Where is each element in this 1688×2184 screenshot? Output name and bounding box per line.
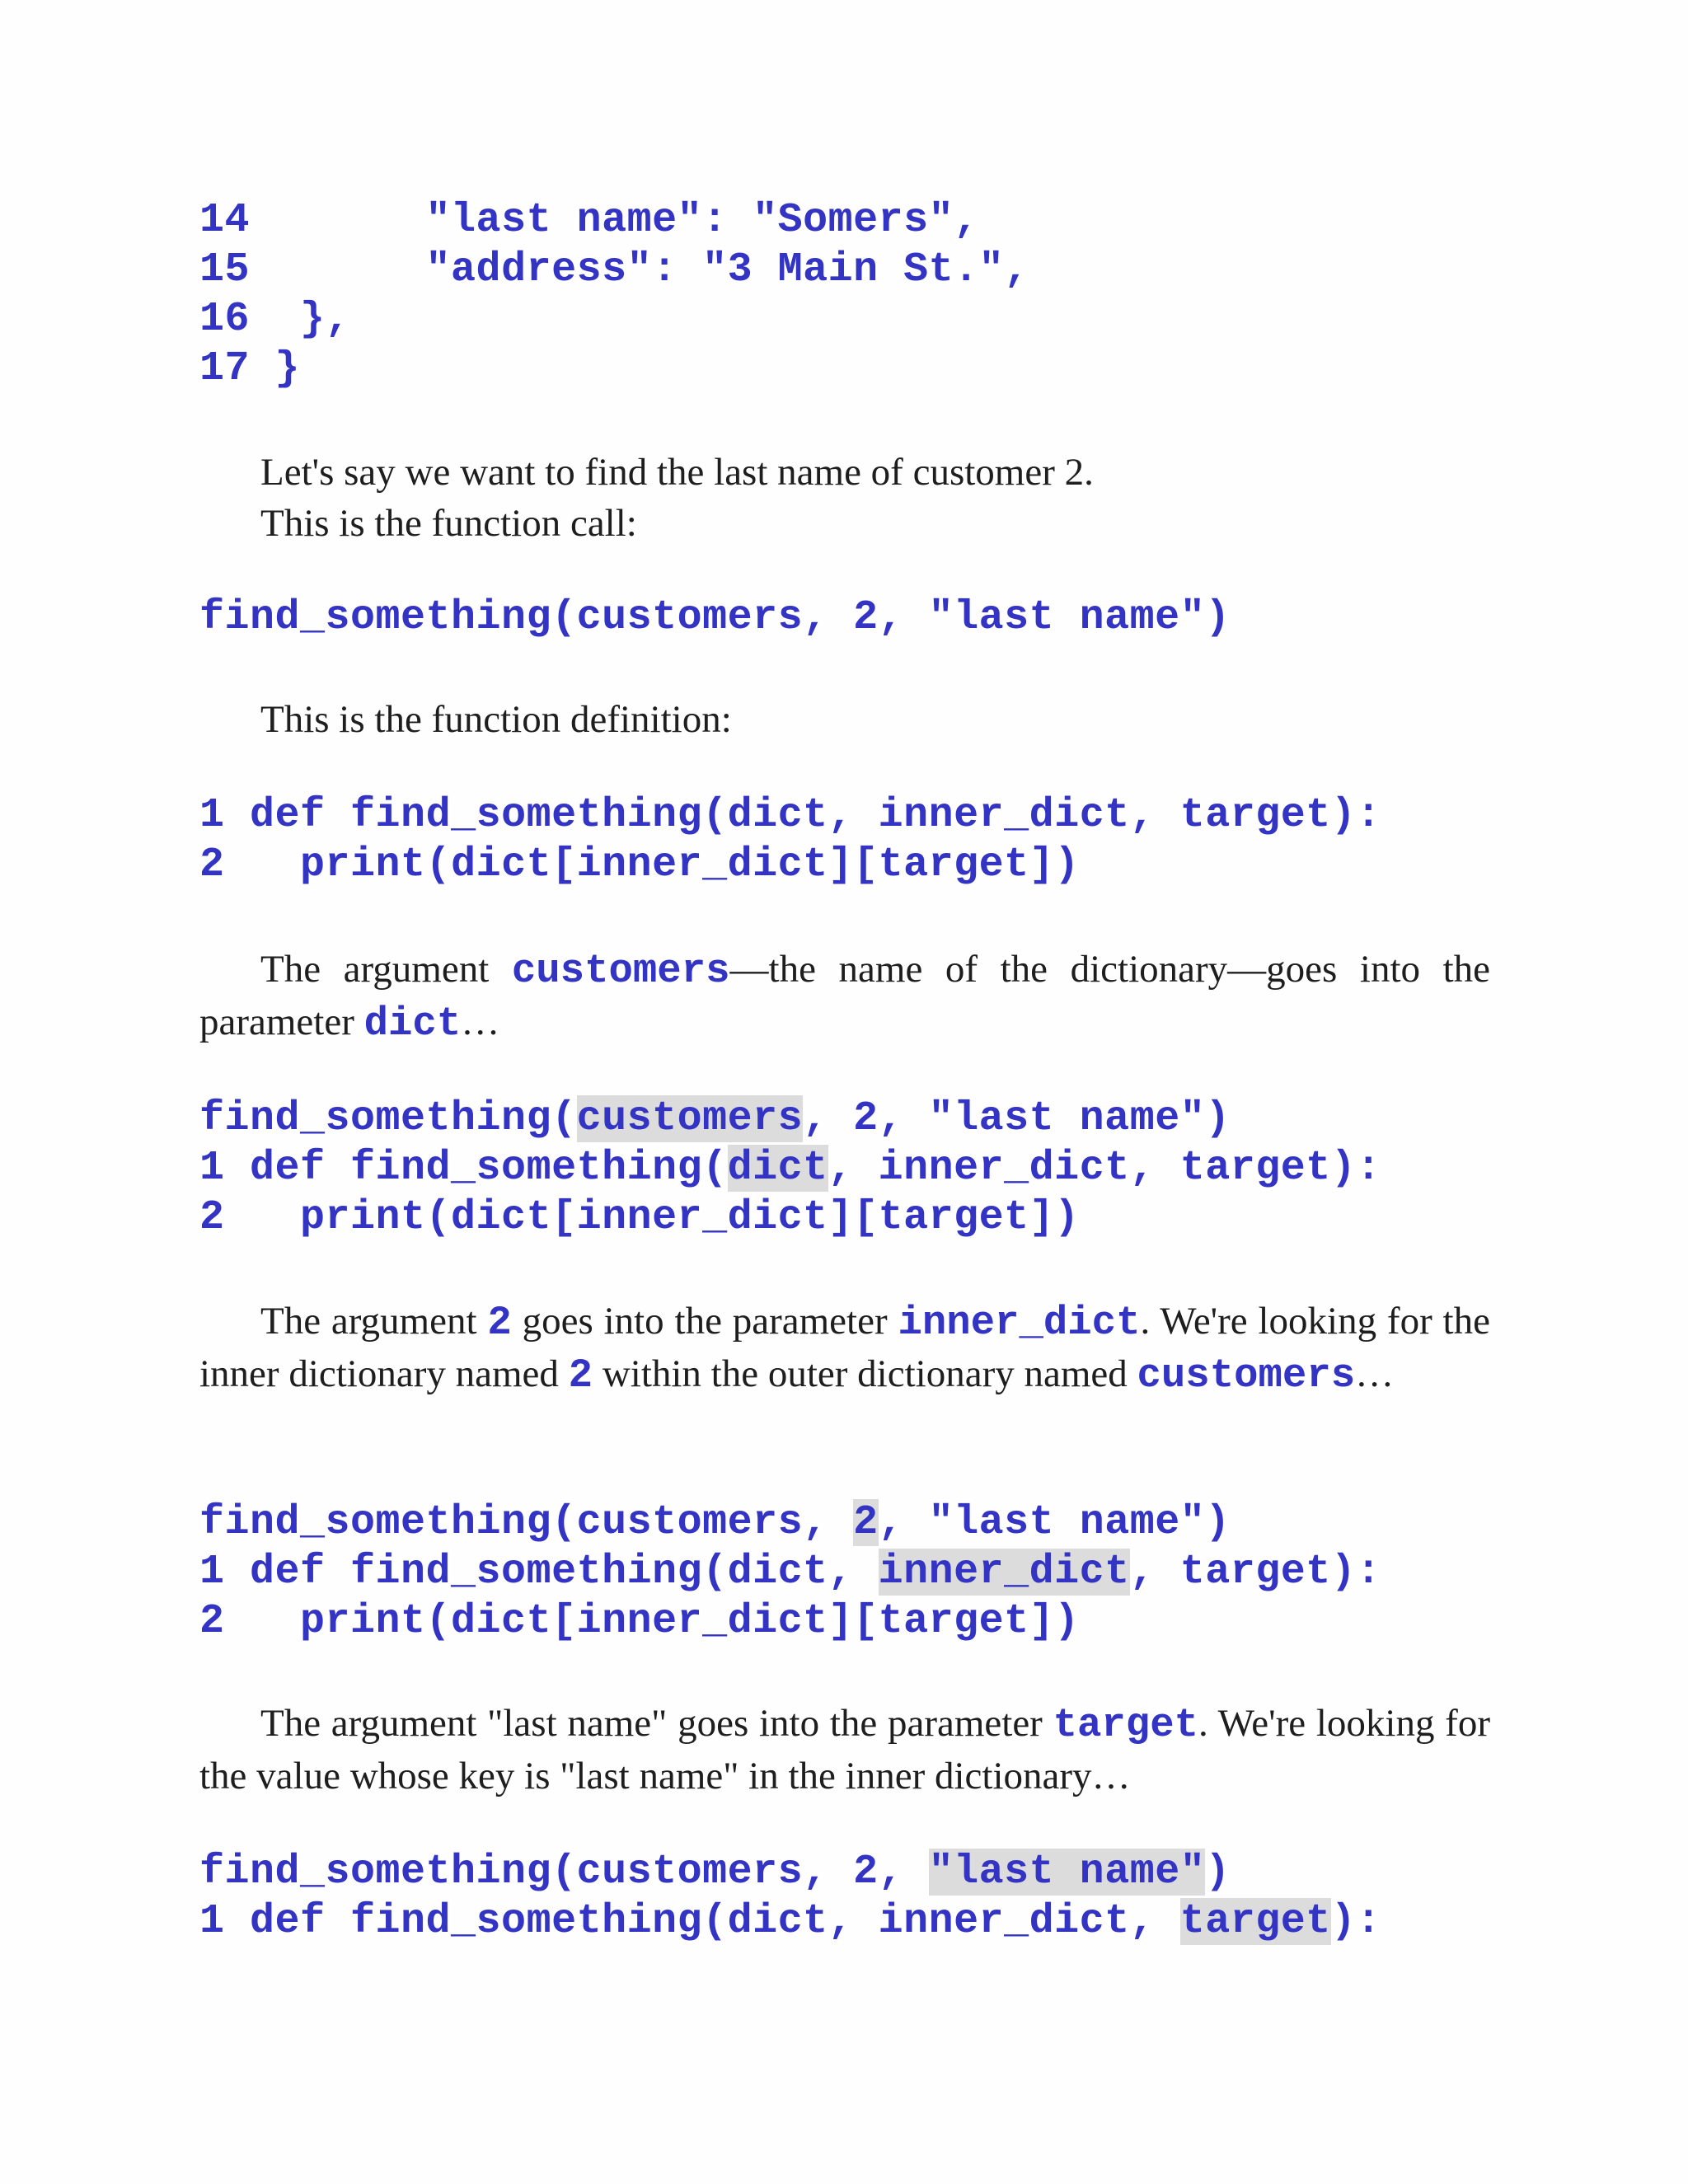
highlighted-parameter: inner_dict: [878, 1549, 1130, 1596]
code-text: ): [1205, 1849, 1231, 1896]
code-line-16: [199, 295, 1029, 344]
paragraph-text: within the outer dictionary named: [593, 1352, 1137, 1395]
inline-code: customers: [1137, 1352, 1356, 1399]
code-text: find_something(customers, 2,: [199, 1849, 929, 1896]
line-number: 2: [199, 841, 225, 888]
paragraph-text: goes into the parameter: [511, 1300, 898, 1343]
code-text: print(dict[inner_dict][target]): [250, 841, 1080, 888]
code-line-print: 2 print(dict[inner_dict][target]): [199, 1598, 1080, 1645]
code-text: , target):: [1129, 1549, 1381, 1596]
paragraph-text: This is the function call:: [260, 502, 637, 545]
line-number: 16: [199, 296, 251, 343]
inline-code: customers: [511, 948, 730, 994]
highlighted-argument: 2: [853, 1499, 879, 1546]
inline-code: inner_dict: [898, 1300, 1141, 1346]
code-text: , 2, "last name"): [803, 1095, 1231, 1142]
highlighted-argument: customers: [576, 1095, 804, 1142]
code-line-15: [199, 246, 1029, 295]
inline-code: target: [1053, 1702, 1199, 1748]
inline-code: dict: [363, 1001, 462, 1047]
line-number: 15: [199, 246, 251, 293]
paragraph-text: …: [1355, 1352, 1395, 1395]
highlighted-parameter: target: [1179, 1898, 1331, 1945]
paragraph-customers-arg: [199, 944, 1490, 1049]
paragraph-text: The argument "last name" goes into the parameter: [260, 1702, 1053, 1745]
highlighted-parameter: dict: [727, 1145, 828, 1192]
code-line-def: [199, 1897, 1381, 1947]
code-text: 1 def find_something(dict,: [199, 1549, 879, 1596]
inline-code: 2: [487, 1300, 512, 1346]
paragraph-definition-intro: [199, 694, 1490, 745]
paragraph-line: [199, 498, 1490, 549]
code-text: "address": "3 Main St.",: [250, 246, 1029, 293]
line-number: 14: [199, 197, 251, 244]
function-definition-code: [199, 791, 1381, 890]
code-line-call: [199, 1848, 1381, 1897]
paragraph-text: —the name of the dictionary—goes into the parameter: [199, 948, 1490, 1043]
code-line-1: [199, 791, 1381, 841]
paragraph-inner-dict-arg: [199, 1296, 1490, 1401]
inline-code: 2: [568, 1352, 593, 1399]
code-text: },: [250, 296, 351, 343]
code-text: "last name": "Somers",: [250, 197, 979, 244]
code-line-print: 2 print(dict[inner_dict][target]): [199, 1194, 1080, 1241]
paragraph-text: …: [461, 1001, 500, 1043]
function-call-code: find_something(customers, 2, "last name"): [199, 594, 1231, 641]
paragraph-text: The argument: [260, 948, 512, 991]
code-text: 1 def find_something(: [199, 1145, 728, 1192]
code-text: find_something(: [199, 1095, 577, 1142]
code-line-14: [199, 196, 1029, 246]
paragraph-intro: [199, 447, 1490, 549]
code-line-call: [199, 1498, 1381, 1548]
paragraph-text: . We're looking for the value whose key is "last name" in the inner dictionary…: [199, 1702, 1490, 1797]
paragraph-text: Let's say we want to find the last name of customer 2.: [260, 451, 1094, 494]
code-line-def: [199, 1548, 1381, 1597]
code-listing-top: [199, 196, 1029, 394]
code-text: def find_something(dict, inner_dict, target):: [250, 792, 1381, 839]
code-text: ):: [1330, 1898, 1381, 1945]
line-number: 17: [199, 345, 251, 392]
code-line-17: [199, 344, 1029, 394]
code-block-target-highlight: [199, 1848, 1381, 1947]
paragraph-line: [199, 447, 1490, 498]
code-text: }: [250, 345, 301, 392]
paragraph-text: This is the function definition:: [260, 698, 732, 741]
line-number: 1: [199, 792, 225, 839]
code-block-customers-highlight: [199, 1094, 1381, 1243]
code-line-def: [199, 1144, 1381, 1193]
code-text: 1 def find_something(dict, inner_dict,: [199, 1898, 1180, 1945]
paragraph-text: The argument: [260, 1300, 488, 1343]
code-text: , "last name"): [878, 1499, 1231, 1546]
paragraph-target-arg: [199, 1698, 1490, 1802]
paragraph-text: . We're looking for the inner dictionary named: [199, 1300, 1490, 1395]
code-text: , inner_dict, target):: [828, 1145, 1381, 1192]
highlighted-argument: "last name": [928, 1849, 1206, 1896]
code-text: find_something(customers,: [199, 1499, 854, 1546]
code-block-inner-dict-highlight: [199, 1498, 1381, 1647]
code-line-2: [199, 841, 1381, 890]
code-line-call: [199, 1094, 1381, 1144]
